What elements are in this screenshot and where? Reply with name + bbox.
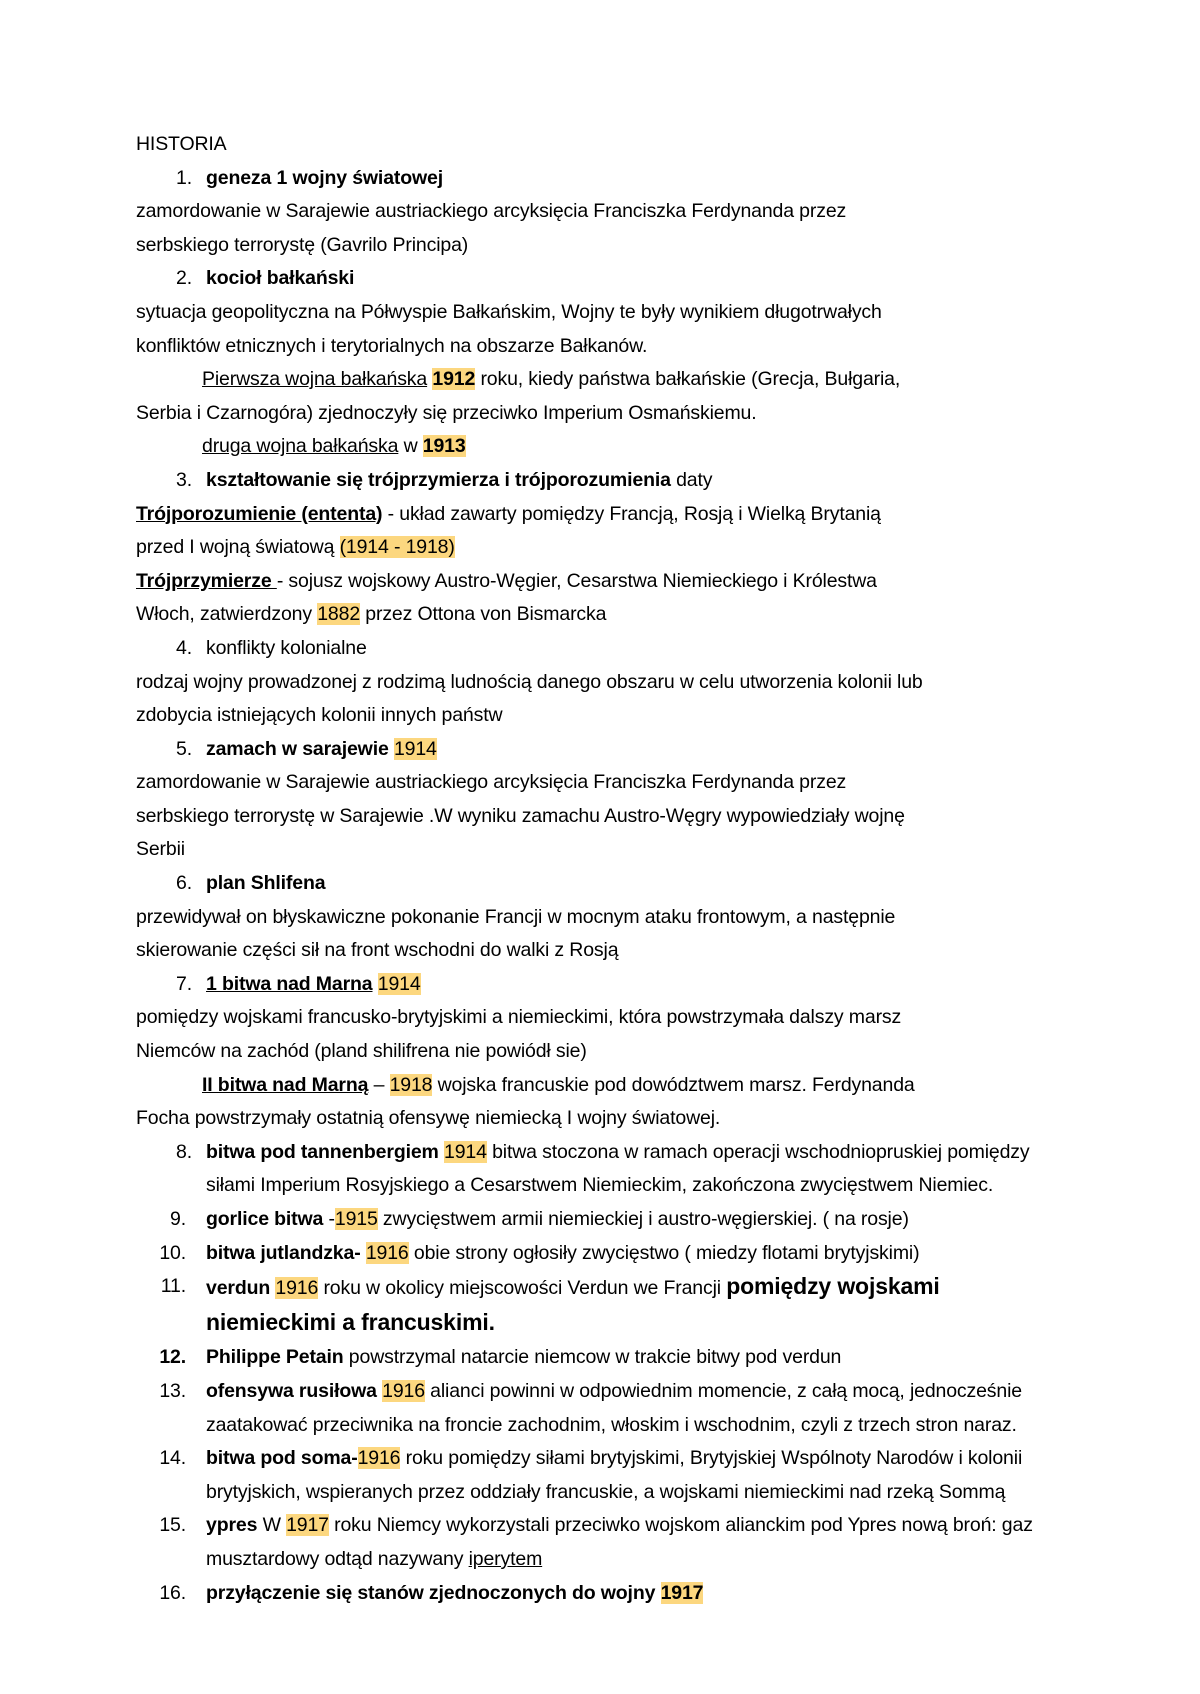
- list-item-4: [136, 632, 1068, 666]
- year-highlight: 1918: [389, 1073, 433, 1096]
- year-highlight: 1915: [334, 1208, 378, 1230]
- subpoint-connector: –: [368, 1073, 390, 1096]
- list-item-9: [136, 1203, 1068, 1237]
- list-number: 5.: [176, 737, 192, 760]
- definition-triple-alliance-line2: [136, 598, 1068, 632]
- list-number: 6.: [176, 872, 192, 895]
- body-line: zamordowanie w Sarajewie austriackiego arcyksięcia Franciszka Ferdynanda przez: [136, 200, 847, 223]
- body-line: przewidywał on błyskawiczne pokonanie Francji w mocnym ataku frontowym, a następnie: [136, 905, 896, 928]
- body-line: Focha powstrzymały ostatnią ofensywę niemiecką I wojny światowej.: [136, 1107, 721, 1130]
- definition-text: - sojusz wojskowy Austro-Węgier, Cesarstwa Niemieckiego i Królestwa: [276, 569, 877, 592]
- list-item-title: 1 bitwa nad Marna: [206, 972, 373, 995]
- list-number: 2.: [176, 267, 192, 290]
- list-item-7: [136, 968, 1068, 1002]
- list-item-text: obie strony ogłosiły zwycięstwo ( miedzy flotami brytyjskimi): [408, 1241, 920, 1264]
- list-item-1: [136, 162, 1068, 196]
- body-line: pomiędzy wojskami francusko-brytyjskimi a niemieckimi, która powstrzymała dalszy marsz: [136, 1006, 902, 1029]
- body-line: serbskiego terrorystę (Gavrilo Principa): [136, 233, 469, 256]
- page-title: HISTORIA: [136, 133, 227, 155]
- list-item-14: [136, 1442, 1068, 1509]
- list-number: 11.: [160, 1275, 186, 1298]
- list-item-5: [136, 733, 1068, 767]
- list-item-underlined-term: iperytem: [468, 1547, 543, 1570]
- body-line: zamordowanie w Sarajewie austriackiego arcyksięcia Franciszka Ferdynanda przez: [136, 771, 847, 794]
- year-highlight: 1917: [660, 1581, 704, 1604]
- definition-text: przez Ottona von Bismarcka: [360, 603, 607, 626]
- list-item-text: zwycięstwem armii niemieckiej i austro-węgierskiej. ( na rosje): [377, 1208, 909, 1230]
- year-highlight: 1914: [444, 1140, 487, 1163]
- list-item-12: [136, 1341, 1068, 1375]
- year-highlight: 1917: [286, 1514, 329, 1537]
- list-item-text: roku pomiędzy siłami brytyjskimi, Brytyjskiej Wspólnoty Narodów i kolonii brytyjskich, wspieranych przez oddziały francuskie, a wojskami niemieckimi nad rzeką Sommą: [206, 1447, 1023, 1503]
- space: [373, 973, 378, 995]
- list-item-title: plan Shlifena: [206, 872, 326, 895]
- body-line: serbskiego terrorystę w Sarajewie .W wyniku zamachu Austro-Węgry wypowiedziały wojnę: [136, 804, 905, 827]
- body-line: skierowanie części sił na front wschodni do walki z Rosją: [136, 939, 619, 962]
- subpoint-text: wojska francuskie pod dowództwem marsz. Ferdynanda: [432, 1073, 915, 1096]
- years-highlight: (1914 - 1918): [339, 536, 455, 559]
- list-item-10: [136, 1237, 1068, 1271]
- list-item-title: kocioł bałkański: [206, 267, 355, 290]
- subpoint-second-marne: [136, 1069, 1068, 1103]
- list-item-title: gorlice bitwa: [206, 1208, 324, 1230]
- space: [655, 1582, 660, 1604]
- list-item-title: kształtowanie się trójprzymierza i trójporozumienia: [206, 468, 671, 491]
- subpoint-second-balkan-war: [136, 430, 1068, 464]
- list-number: 10.: [159, 1241, 186, 1264]
- subpoint-label: Pierwsza wojna bałkańska: [202, 368, 428, 391]
- list-number: 3.: [176, 468, 192, 491]
- list-number: 13.: [159, 1379, 186, 1402]
- year-highlight: 1912: [432, 368, 476, 391]
- year-highlight: 1914: [393, 737, 437, 760]
- body-line: rodzaj wojny prowadzonej z rodzimą ludnością danego obszaru w celu utworzenia kolonii lub: [136, 670, 923, 693]
- list-number: 14.: [159, 1447, 186, 1470]
- pre-year-text: W: [257, 1514, 287, 1537]
- year-highlight: 1916: [365, 1241, 409, 1264]
- list-item-emphasis: pomiędzy wojskami niemieckimi a francuskimi.: [206, 1273, 940, 1335]
- list-item-11: [136, 1270, 1068, 1341]
- body-line: Niemców na zachód (pland shilifrena nie powiódł sie): [136, 1040, 587, 1063]
- list-item-title: ofensywa rusiłowa: [206, 1379, 377, 1402]
- list-item-title: verdun: [206, 1277, 271, 1300]
- list-number: 8.: [176, 1140, 192, 1163]
- definition-text: Włoch, zatwierdzony: [136, 603, 318, 626]
- list-item-title: ypres: [206, 1514, 258, 1537]
- list-number: 12.: [159, 1346, 186, 1369]
- list-item-title: przyłączenie się stanów zjednoczonych do wojny: [206, 1581, 656, 1604]
- subpoint-label: II bitwa nad Marną: [202, 1073, 369, 1096]
- list-number: 16.: [159, 1581, 186, 1604]
- list-number: 4.: [176, 636, 192, 659]
- list-item-text: bitwa stoczona w ramach operacji wschodniopruskiej pomiędzy siłami Imperium Rosyjskiego a Cesarstwem Niemieckim, zakończona zwycięstwem Niemiec.: [206, 1140, 1030, 1197]
- definition-entente-line2: [136, 531, 1068, 565]
- list-item-3: [136, 464, 1068, 498]
- body-line: Serbia i Czarnogóra) zjednoczyły się przeciwko Imperium Osmańskiemu.: [136, 401, 757, 424]
- definition-term: Trójprzymierze: [136, 569, 277, 592]
- definition-text: - układ zawarty pomiędzy Francją, Rosją i Wielką Brytanią: [382, 502, 881, 525]
- subpoint-label: druga wojna bałkańska: [202, 435, 399, 458]
- list-item-title: Philippe Petain: [206, 1346, 344, 1369]
- document-body: [136, 128, 1068, 1610]
- list-number: 9.: [170, 1208, 186, 1230]
- definition-triple-alliance: [136, 565, 1068, 599]
- list-item-text: powstrzymal natarcie niemcow w trakcie bitwy pod verdun: [343, 1346, 842, 1369]
- list-item-6: [136, 867, 1068, 901]
- list-item-title: zamach w sarajewie: [206, 737, 389, 760]
- subpoint-text: roku, kiedy państwa bałkańskie (Grecja, Bułgaria,: [475, 368, 901, 391]
- list-item-title: bitwa jutlandzka-: [206, 1241, 361, 1264]
- list-item-8: [136, 1136, 1068, 1203]
- subpoint-connector: w: [398, 435, 423, 458]
- subpoint-first-balkan-war: [136, 363, 1068, 397]
- year-highlight: 1916: [275, 1277, 319, 1300]
- list-item-title-suffix: daty: [670, 468, 713, 491]
- definition-entente: [136, 498, 1068, 532]
- list-item-text: roku Niemcy wykorzystali przeciwko wojskom alianckim pod Ypres nową broń: gaz musztardowy odtąd nazywany: [206, 1514, 1033, 1570]
- list-number: 1.: [176, 166, 192, 189]
- body-line: konfliktów etnicznych i terytorialnych na obszarze Bałkanów.: [136, 334, 648, 357]
- list-item-text: alianci powinni w odpowiednim momencie, z całą mocą, jednocześnie zaatakować przeciwnika na froncie zachodnim, włoskim i wschodnim, czyli z trzech stron naraz.: [206, 1379, 1022, 1436]
- year-highlight: 1916: [382, 1379, 425, 1402]
- list-item-13: [136, 1375, 1068, 1442]
- list-item-15: [136, 1509, 1068, 1576]
- definition-term: Trójporozumienie (ententa): [136, 502, 383, 525]
- year-highlight: 1882: [317, 603, 361, 626]
- body-line: Serbii: [136, 838, 185, 861]
- list-item-title: konflikty kolonialne: [206, 636, 367, 659]
- list-item-2: [136, 262, 1068, 296]
- list-item-title: bitwa pod soma-: [206, 1447, 358, 1470]
- list-number: 15.: [159, 1514, 186, 1537]
- pre-year-text: -: [323, 1208, 335, 1230]
- body-line: sytuacja geopolityczna na Półwyspie Bałkańskim, Wojny te były wynikiem długotrwałych: [136, 300, 882, 323]
- year-highlight: 1916: [357, 1447, 401, 1470]
- list-number: 7.: [176, 972, 192, 995]
- list-item-text: roku w okolicy miejscowości Verdun we Francji: [318, 1277, 727, 1300]
- year-highlight: 1914: [377, 972, 421, 995]
- body-line: zdobycia istniejących kolonii innych państw: [136, 704, 503, 727]
- year-highlight: 1913: [422, 435, 466, 458]
- list-item-title: geneza 1 wojny światowej: [206, 166, 443, 189]
- list-item-16: [136, 1577, 1068, 1611]
- list-item-title: bitwa pod tannenbergiem: [206, 1140, 439, 1163]
- definition-text: przed I wojną światową: [136, 536, 340, 559]
